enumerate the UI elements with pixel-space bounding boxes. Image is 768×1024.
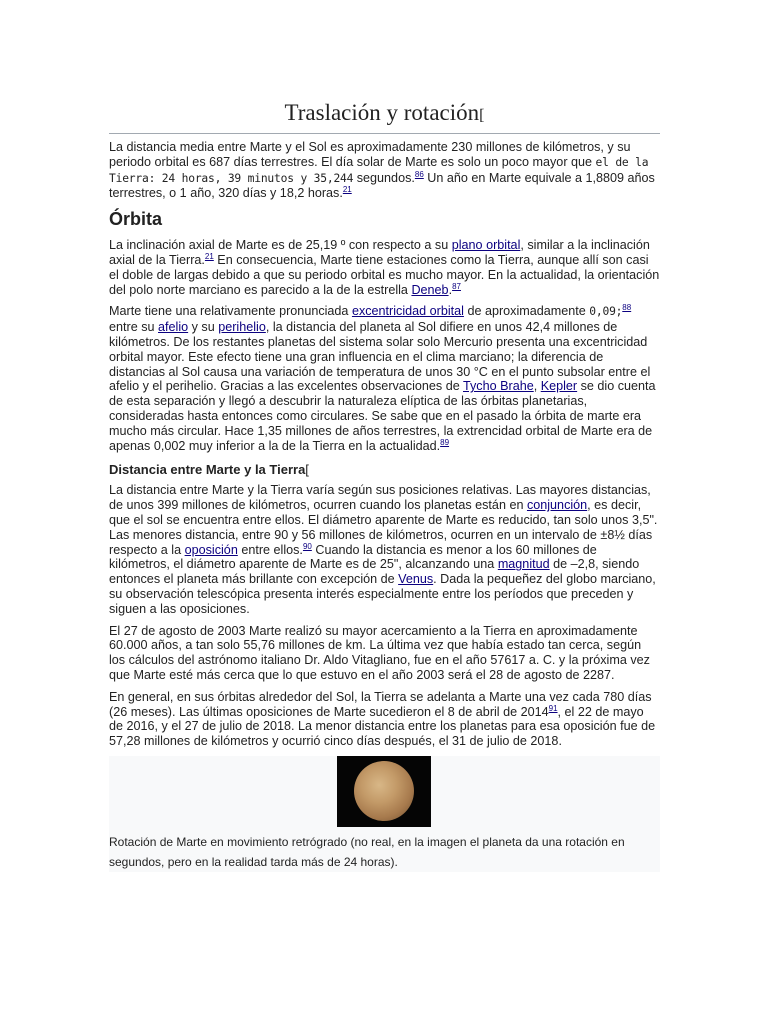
intro-text-4: Un año en Marte equivale a 1,8809 años terrestres, o 1 año, 320 días y 18,2 horas. xyxy=(109,170,655,201)
distancia-p1-text-1: La distancia entre Marte y la Tierra varía según sus posiciones relativas. Las mayores distancias, de unos 399 millones de kilómetros, ocurren cuando los planetas están en xyxy=(109,483,651,513)
title-bracket: [ xyxy=(479,107,485,124)
link-perihelio[interactable]: perihelio xyxy=(218,320,266,335)
link-conjuncion[interactable]: conjunción xyxy=(526,498,588,513)
distancia-p1-text-6: . Dada la pequeñez del globo marciano, su observación telescópica presenta interés especialmente entre los períodos que preceden y siguen a las oposiciones. xyxy=(109,572,656,616)
article xyxy=(109,98,660,872)
section-heading-distancia xyxy=(109,462,660,478)
distancia-heading-text: Distancia entre Marte y la Tierra xyxy=(109,462,306,478)
orbita-p2-text-4: y su xyxy=(188,320,219,335)
link-afelio[interactable]: afelio xyxy=(158,320,189,335)
link-kepler[interactable]: Kepler xyxy=(540,379,578,394)
link-magnitud[interactable]: magnitud xyxy=(497,557,550,572)
orbita-p2-text-2: de aproximadamente xyxy=(463,304,590,319)
intro-text-3: segundos. xyxy=(353,170,415,185)
orbita-p2-eccentricity-value: 0,09; xyxy=(589,305,623,319)
distancia-paragraph-2: El 27 de agosto de 2003 Marte realizó su mayor acercamiento a la Tierra en aproximadamente 60.000 años, a tan solo 55,76 millones de km. La última vez que había estado tan cerca, según los cálculos del astrónomo italiano Dr. Aldo Vitagliano, fue en el año 57617 a. C. y la próxima vez que Marte esté más cerca que lo que estuvo en el año 2003 será el 28 de agosto de 2287. xyxy=(109,623,650,682)
orbita-p2-text-7: se dio cuenta de esta separación y llegó a descubrir la naturaleza elíptica de las órbitas planetarias, consideradas hasta entonces como circulares. Se sabe que en el pasado la órbita de marte era mucho más circular. Hace 1,35 millones de años terrestres, la extrencidad orbital de Marte era de apenas 0,002 muy inferior a la de la Tierra en la actualidad. xyxy=(109,379,656,453)
mars-rotation-figure xyxy=(109,756,660,872)
ref-91 xyxy=(549,704,558,713)
intro-paragraph xyxy=(109,140,660,201)
distancia-p3-text-2: , el 22 de mayo de 2016, y el 27 de julio de 2018. La menor distancia entre los planetas para esa oposición fue de 57,28 millones de kilómetros y ocurrió cinco días después, el 31 de julio de 2018. xyxy=(109,704,656,749)
distancia-paragraph-1 xyxy=(109,483,660,616)
page-title xyxy=(109,98,660,134)
ref-90 xyxy=(303,542,312,551)
ref-21 xyxy=(343,185,352,194)
link-plano-orbital[interactable]: plano orbital xyxy=(451,238,521,253)
link-excentricidad-orbital[interactable]: excentricidad orbital xyxy=(351,304,464,319)
distancia-p1-text-3: entre ellos. xyxy=(237,542,303,557)
distancia-p3-text-1: En general, en sus órbitas alrededor del Sol, la Tierra se adelanta a Marte una vez cada 780 días (26 meses). Las últimas oposiciones de Marte sucedieron el 8 de abril de 2014 xyxy=(109,689,652,719)
ref-87 xyxy=(452,282,461,291)
orbita-p1-text-4: . xyxy=(448,282,453,297)
ref-21-link[interactable]: 21 xyxy=(342,185,352,195)
ref-89 xyxy=(440,438,449,447)
ref-21-b xyxy=(205,252,214,261)
distancia-p1-text-2: , es decir, que el sol se encuentra entre ellos. El diámetro aparente de Marte es reducido, tan solo unos 3,5". Las menores distancia, entre 90 y 56 millones de kilómetros, ocurren en un intervalo de ±8½ días respecto a la xyxy=(109,498,658,557)
distancia-heading-bracket: [ xyxy=(305,462,309,478)
section-heading-orbita: Órbita xyxy=(109,209,163,230)
figure-caption: Rotación de Marte en movimiento retrógrado (no real, en la imagen el planeta da una rotación en segundos, pero en la realidad tarda más de 24 horas). xyxy=(109,834,625,869)
ref-86-link[interactable]: 86 xyxy=(414,169,424,179)
ref-21-b-link[interactable]: 21 xyxy=(204,251,214,261)
orbita-paragraph-1 xyxy=(109,238,660,297)
intro-text-1: La distancia media entre Marte y el Sol es aproximadamente 230 millones de kilómetros, y su periodo orbital es 687 días terrestres. El día solar de Marte es solo un poco mayor que xyxy=(109,140,631,169)
distancia-paragraph-3 xyxy=(109,690,660,749)
ref-88-link[interactable]: 88 xyxy=(622,303,632,313)
orbita-p1-text-2: , similar a la inclinación axial de la Tierra. xyxy=(109,238,650,267)
orbita-p2-text-5: , la distancia del planeta al Sol difiere en unos 42,4 millones de kilómetros. De los restantes planetas del sistema solar solo Mercurio presenta una excentricidad orbital mayor. Este efecto tiene una gran influencia en el clima marciano; la diferencia de distancias al Sol causa una variación de temperatura de unos 30 °C en el punto subsolar entre el afelio y el perihelio. Gracias a las excelentes observaciones de xyxy=(109,320,651,394)
mars-image[interactable] xyxy=(337,756,431,827)
ref-91-link[interactable]: 91 xyxy=(548,703,558,713)
page-title-text: Traslación y rotación xyxy=(284,100,480,125)
mars-planet-icon xyxy=(354,761,414,821)
orbita-paragraph-2 xyxy=(109,304,660,453)
link-oposicion[interactable]: oposición xyxy=(184,542,238,557)
ref-87-link[interactable]: 87 xyxy=(452,281,461,291)
orbita-p2-text-6: , xyxy=(533,379,541,394)
orbita-p1-text-1: La inclinación axial de Marte es de 25,19 º con respecto a su xyxy=(109,238,452,253)
figure-image-area xyxy=(109,756,660,829)
intro-text-2: el de la Tierra: 24 horas, 39 minutos y 35,244 xyxy=(109,155,649,185)
link-venus[interactable]: Venus xyxy=(398,572,434,587)
orbita-p1-text-3: En consecuencia, Marte tiene estaciones como la Tierra, aunque allí son casi el doble de largas debido a que su periodo orbital es mucho mayor. En la actualidad, la orientación del polo norte marciano es parecido a la de la estrella xyxy=(109,252,660,297)
distancia-p1-text-4: Cuando la distancia es menor a los 60 millones de kilómetros, el diámetro aparente de Marte es de 25", alcanzando una xyxy=(109,542,597,572)
link-tycho-brahe[interactable]: Tycho Brahe xyxy=(463,379,534,394)
ref-86 xyxy=(415,170,424,179)
distancia-p1-text-5: de –2,8, siendo entonces el planeta más brillante con excepción de xyxy=(109,557,640,587)
orbita-p2-text-1: Marte tiene una relativamente pronunciada xyxy=(109,304,352,319)
orbita-p2-text-3: entre su xyxy=(109,320,159,335)
ref-88 xyxy=(622,303,631,312)
ref-90-link[interactable]: 90 xyxy=(302,541,312,551)
ref-89-link[interactable]: 89 xyxy=(440,437,450,447)
link-deneb[interactable]: Deneb xyxy=(411,282,449,297)
